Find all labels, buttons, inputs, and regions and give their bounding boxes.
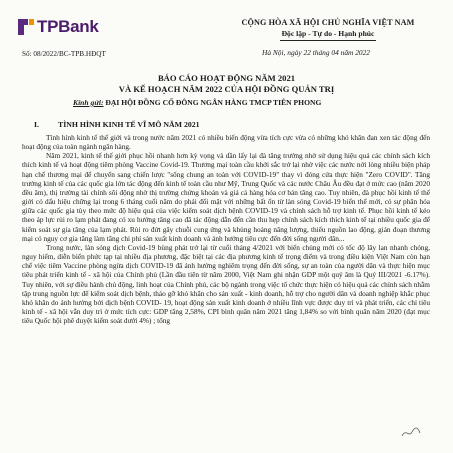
- section-title: TÌNH HÌNH KINH TẾ VĨ MÔ NĂM 2021: [58, 120, 200, 129]
- addressee-value: ĐẠI HỘI ĐỒNG CỔ ĐÔNG NGÂN HÀNG TMCP TIÊN PHONG: [105, 98, 322, 107]
- paragraph: Năm 2021, kinh tế thế giới phục hồi nhanh hơn kỳ vọng và dần lấy lại đà tăng trưởng nhờ sử dụng hiệu quả các chính sách kích thích kinh tế và hoạt động tiêm phòng Vaccine Covid-19. Thương mại toàn cầu khởi sắc trở lại nhờ việc các nước nới lỏng nhiều biện pháp hạn chế thương mại để chuyển sang chiến lược "sống chung an toàn với COVID-19" thay vì đóng cửa thực hiện "Zero COVID". Tăng trưởng kinh tế của các quốc gia lớn tác động đến kinh tế toàn cầu như Mỹ, Trung Quốc và các nước Châu Âu đều đạt ở mức cao (năm 2020 đều âm), thị trường tài chính sôi động nhờ thị trường chứng khoán và giá cả hàng hóa cơ bản tăng cao. Tuy nhiên, đà phục hồi kinh tế thế giới có dấu hiệu chững lại trong 6 tháng cuối năm do phải đối mặt với những bất ổn từ làn sóng Covid-19 biến thể mới, có sự phân hóa giữa các quốc gia tùy theo mức độ hiệu quả của việc kiểm soát dịch bệnh COVID-19 và chính sách hỗ trợ kinh tế. Phục hồi kinh tế kéo theo áp lực rủi ro lạm phát đang có xu hướng tăng cao đã tác động dẫn đến cần thu hẹp chính sách kích thích kinh tế tại nhiều quốc gia để kiểm soát sự gia tăng của lạm phát. Rủi ro đứt gãy chuỗi cung ứng và khủng hoảng năng lượng, thiếu nguồn lao động, gián đoạn thương mại có nguy cơ gia tăng làm tăng chi phí sản xuất kinh doanh và ảnh hưởng tiêu cực đến đời sống người dân...: [22, 151, 430, 243]
- section-heading: [34, 120, 200, 129]
- signature-mark: [400, 424, 422, 440]
- paragraph: Tình hình kinh tế thế giới và trong nước năm 2021 có nhiều biến động vừa tích cực vừa có những khó khăn đan xen tác động đến hoạt động của toàn ngành ngân hàng.: [22, 133, 430, 152]
- report-title: [0, 73, 453, 94]
- addressee: [73, 98, 321, 107]
- tpbank-logo-icon: [18, 19, 34, 35]
- section-number: I.: [34, 120, 39, 129]
- document-number: Số: 08/2022/BC-TPB.HĐQT: [22, 50, 106, 58]
- paragraph: Trong nước, làn sóng dịch Covid-19 bùng phát trở lại từ cuối tháng 4/2021 với biến chủng mới có tốc độ lây lan nhanh chóng, nguy hiểm, diễn biến phức tạp tại nhiều địa phương, đặc biệt tại các địa phương kinh tế trọng điểm và trong điều kiện Việt Nam còn hạn chế việc tiêm Vaccine phòng ngừa dịch COVID-19 đã ảnh hưởng nghiêm trọng đến đời sống, sự an toàn của người dân và thực hiện mục tiêu phát triển kinh tế - xã hội của Chính phủ (Lần đầu tiên từ năm 2000, Việt Nam ghi nhận GDP một quý âm là Quý III/2021 -6.17%). Tuy nhiên, với sự điều hành chủ động, linh hoạt của Chính phủ, các bộ ngành trong việc tổ chức thực hiện có hiệu quả các chính sách nhằm tập trung nguồn lực để kiểm soát dịch bệnh, tháo gỡ khó khăn cho sản xuất - kinh doanh, hỗ trợ cho người dân và doanh nghiệp khắc phục khó khăn do ảnh hưởng bởi dịch bệnh COVID- 19, hoạt động sản xuất kinh doanh ở nhiều lĩnh vực được duy trì và phát triển, các chỉ tiêu kinh tế - xã hội vẫn duy trì ở mức tích cực: GDP tăng 2,58%, CPI bình quân năm 2021 tăng 1,84% so với bình quân năm 2020 (đạt mục tiêu Quốc hội phê duyệt kiểm soát dưới 4%) ; tổng: [22, 242, 430, 326]
- title-line-1: BÁO CÁO HOẠT ĐỘNG NĂM 2021: [157, 73, 296, 83]
- national-header: [208, 18, 448, 41]
- country-name: CỘNG HÒA XÃ HỘI CHỦ NGHĨA VIỆT NAM: [241, 18, 415, 27]
- addressee-label: Kính gửi:: [73, 98, 104, 107]
- motto-underline: [280, 40, 376, 41]
- bank-name: TPBank: [37, 17, 99, 36]
- report-body: [22, 133, 430, 325]
- title-line-2: VÀ KẾ HOẠCH NĂM 2022 CỦA HỘI ĐỒNG QUẢN TRỊ: [118, 83, 335, 94]
- document-date: Hà Nội, ngày 22 tháng 04 năm 2022: [262, 48, 370, 57]
- bank-logo: [18, 17, 99, 37]
- national-motto: Độc lập - Tự do - Hạnh phúc: [281, 29, 375, 38]
